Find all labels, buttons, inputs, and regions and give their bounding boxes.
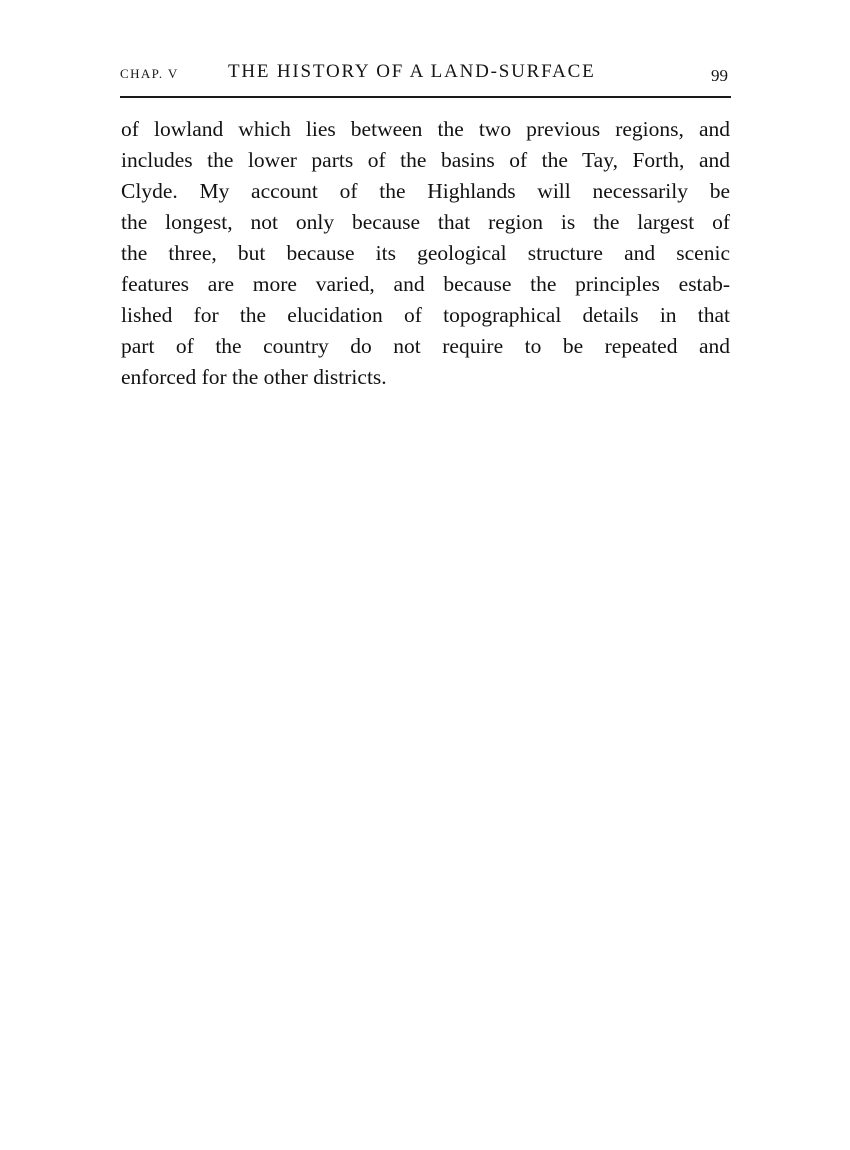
chapter-label: CHAP. V <box>120 66 179 81</box>
text-line: enforced for the other districts. <box>121 365 387 389</box>
running-head <box>120 60 730 92</box>
text-line: Clyde. My account of the Highlands will necessarily be <box>121 179 730 203</box>
text-line: the longest, not only because that region is the largest of <box>121 210 730 234</box>
text-line: features are more varied, and because the principles estab- <box>121 272 730 296</box>
running-title: THE HISTORY OF A LAND-SURFACE <box>228 61 596 82</box>
text-line: lished for the elucidation of topographical details in that <box>121 303 730 327</box>
text-line: the three, but because its geological structure and scenic <box>121 241 730 265</box>
text-line: includes the lower parts of the basins of the Tay, Forth, and <box>121 148 730 172</box>
page-number: 99 <box>711 66 728 85</box>
text-line: part of the country do not require to be repeated and <box>121 334 730 358</box>
body-paragraph <box>121 114 730 393</box>
text-line: of lowland which lies between the two previous regions, and <box>121 117 730 141</box>
header-rule <box>120 96 731 98</box>
